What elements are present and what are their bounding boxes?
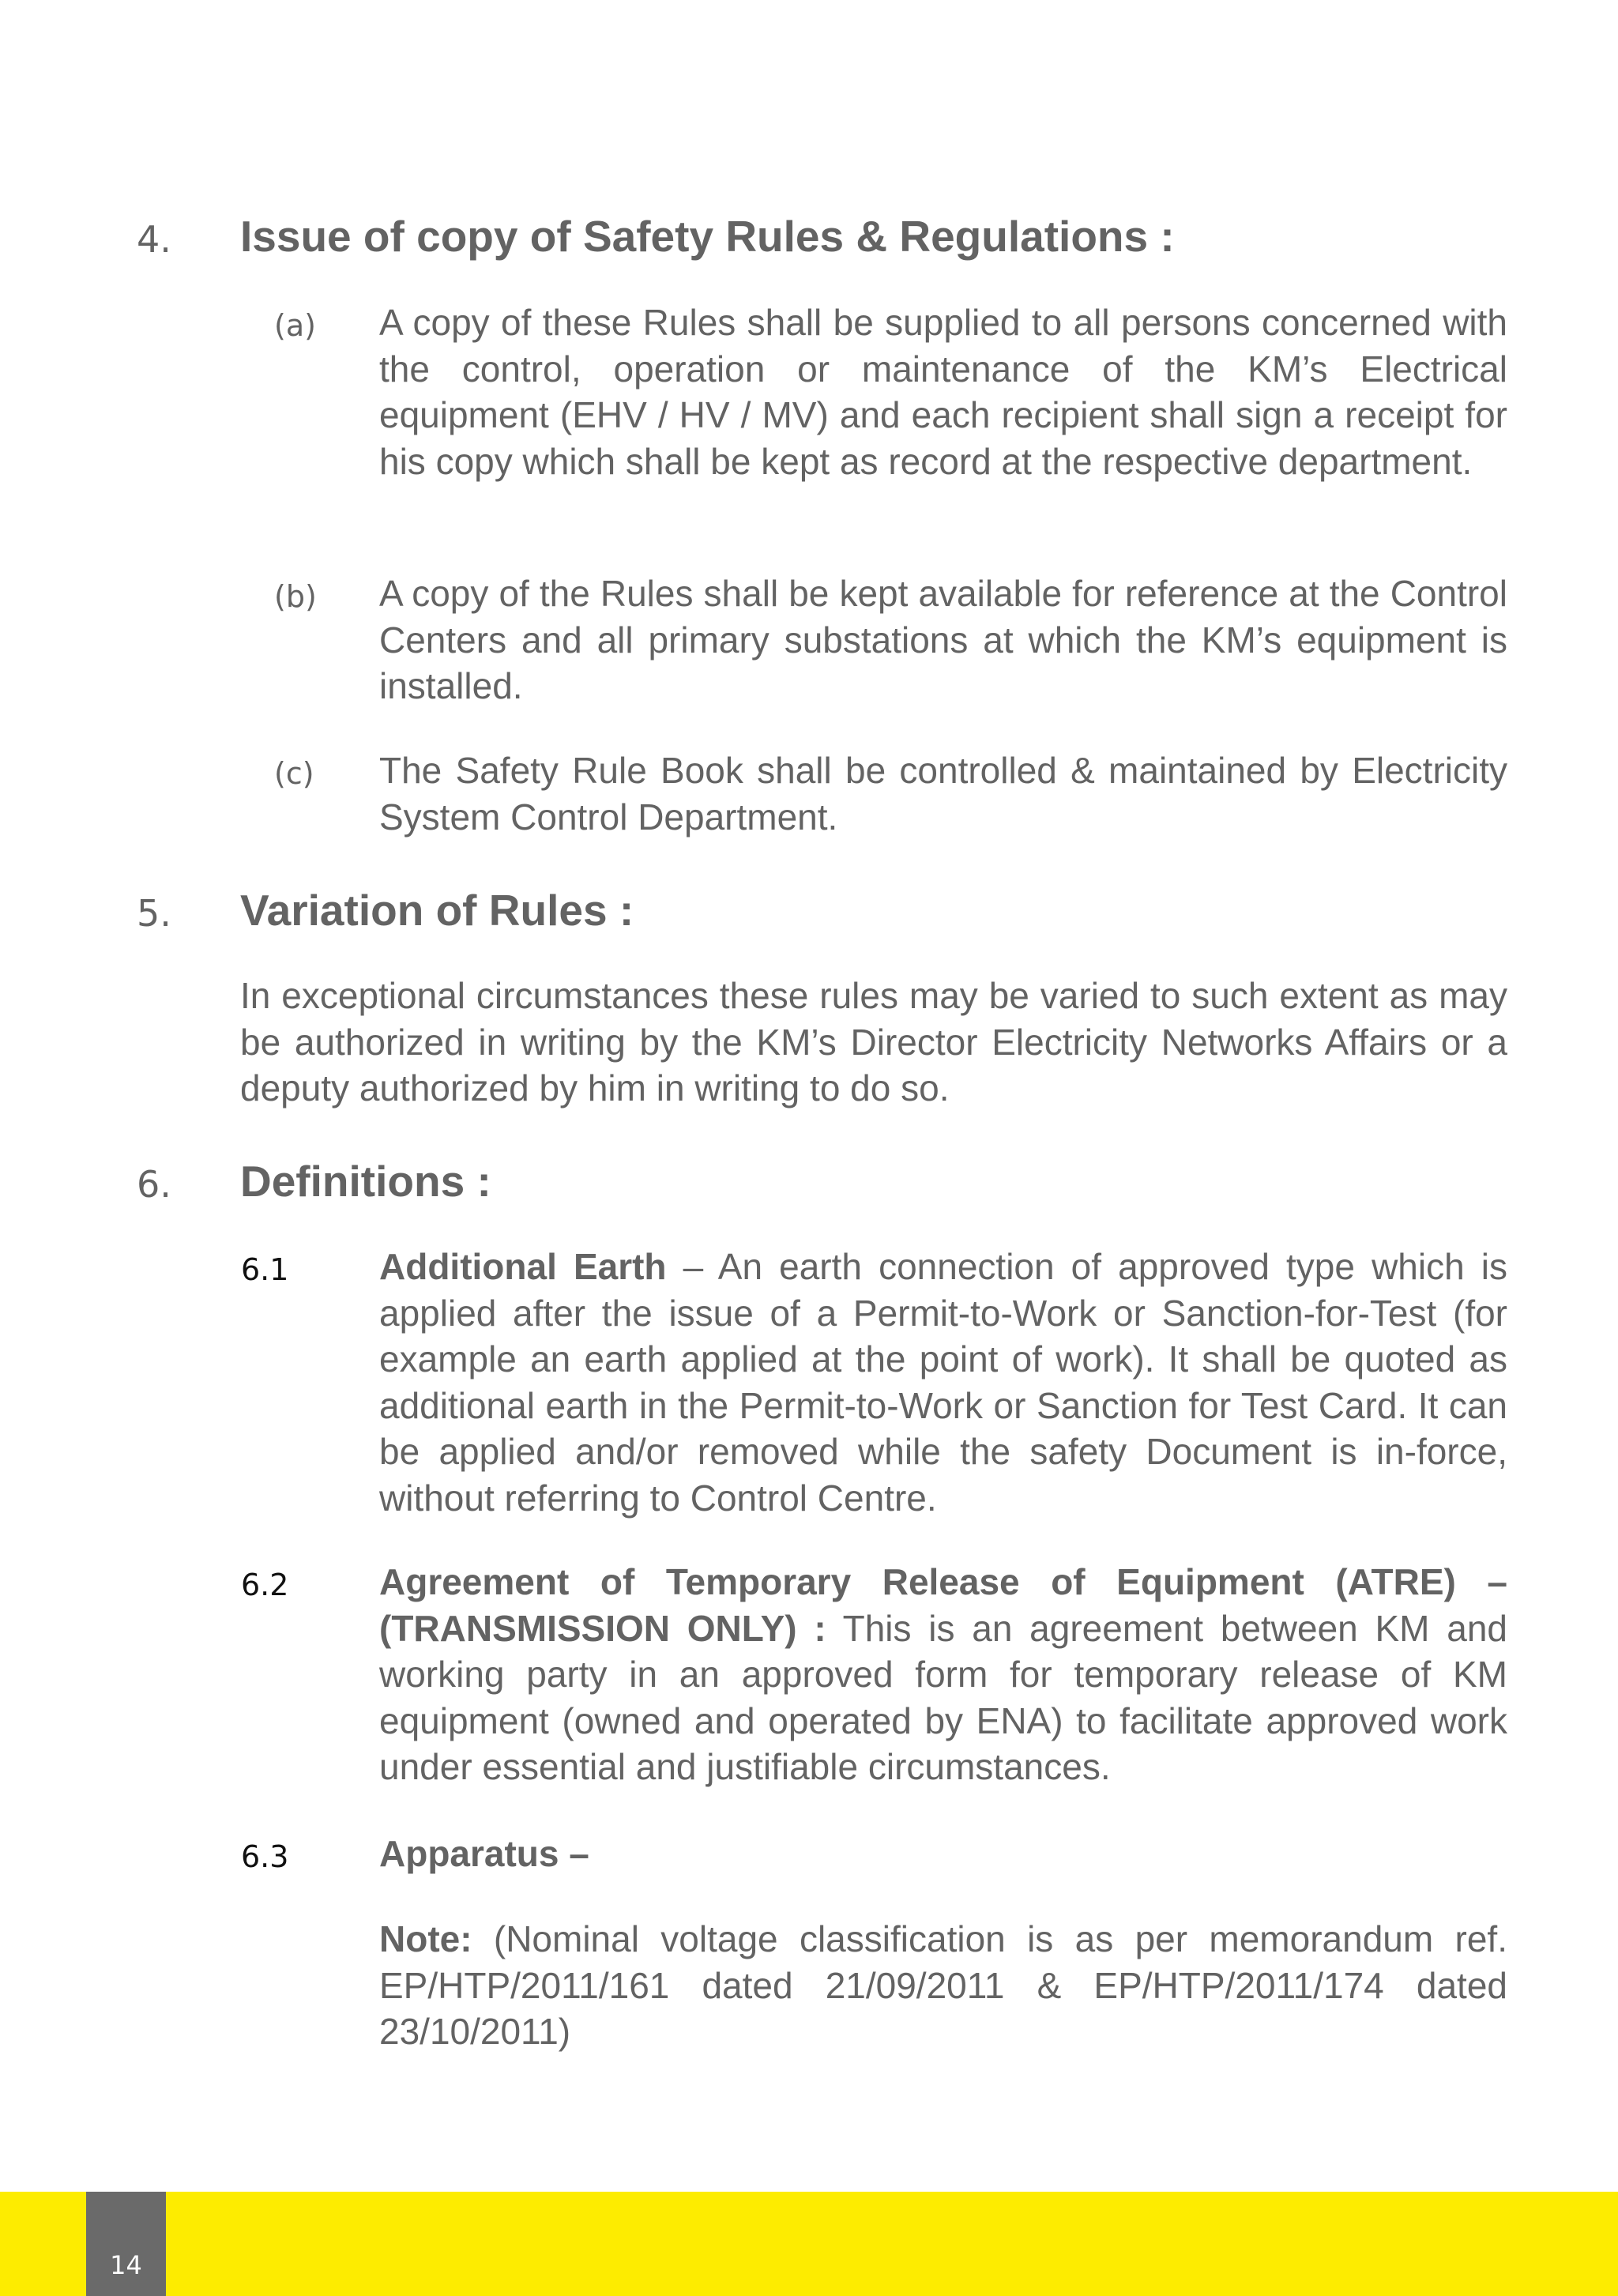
definition-note [379, 1916, 1507, 2055]
definition-number: 6.2 [241, 1568, 289, 1602]
note-text: (Nominal voltage classification is as per memorandum ref. EP/HTP/2011/161 dated 21/09/2011 & EP/HTP/2011/174 dated 23/10/2011) [379, 1918, 1507, 2052]
section-title: Issue of copy of Safety Rules & Regulations : [240, 212, 1175, 261]
definition-body: This is an agreement between KM and working party in an approved form for temporary release of KM equipment (owned and operated by ENA) to facilitate approved work under essential and justifiable circumstances. [379, 1607, 1507, 1787]
note-label: Note: [379, 1918, 472, 1959]
definition-number: 6.3 [241, 1839, 289, 1874]
definition-text [379, 1831, 1507, 1877]
list-item-text: The Safety Rule Book shall be controlled & maintained by Electricity System Control Department. [379, 750, 1507, 837]
section-number: 4. [137, 218, 171, 261]
footer-bar [0, 2192, 1618, 2296]
definition-body: – An earth connection of approved type which is applied after the issue of a Permit-to-Work or Sanction-for-Test (for example an earth applied at the point of work). It shall be quoted as additional earth in the Permit-to-Work or Sanction for Test Card. It can be applied and/or removed while the safety Document is in-force, without referring to Control Centre. [379, 1246, 1507, 1519]
section-title: Definitions : [240, 1157, 491, 1206]
definition-text [379, 1559, 1507, 1790]
section-number: 6. [137, 1163, 171, 1206]
list-item-marker: (a) [274, 308, 316, 343]
section-paragraph: In exceptional circumstances these rules may be varied to such extent as may be authorized in writing by the KM’s Director Electricity Networks Affairs or a deputy authorized by him in writing to do so. [240, 975, 1507, 1108]
definition-text [379, 1244, 1507, 1521]
section-title: Variation of Rules : [240, 886, 634, 935]
list-item-text: A copy of these Rules shall be supplied to all persons concerned with the control, operation or maintenance of the KM’s Electrical equipment (EHV / HV / MV) and each recipient shall sign a receipt for his copy which shall be kept as record at the respective department. [379, 302, 1507, 482]
definition-term: Apparatus – [379, 1833, 589, 1874]
list-item-marker: (b) [274, 579, 317, 614]
definition-term: Agreement of Temporary Release of Equipment (ATRE) – (TRANSMISSION ONLY) : [379, 1561, 1507, 1649]
section-number: 5. [137, 892, 171, 935]
page-number-box [86, 2192, 166, 2296]
list-item-text: A copy of the Rules shall be kept available for reference at the Control Centers and all primary substations at which the KM’s equipment is installed. [379, 573, 1507, 706]
definition-term: Additional Earth [379, 1246, 667, 1287]
list-item-marker: (c) [274, 756, 314, 791]
definition-number: 6.1 [241, 1252, 289, 1287]
page-number: 14 [110, 2250, 142, 2280]
